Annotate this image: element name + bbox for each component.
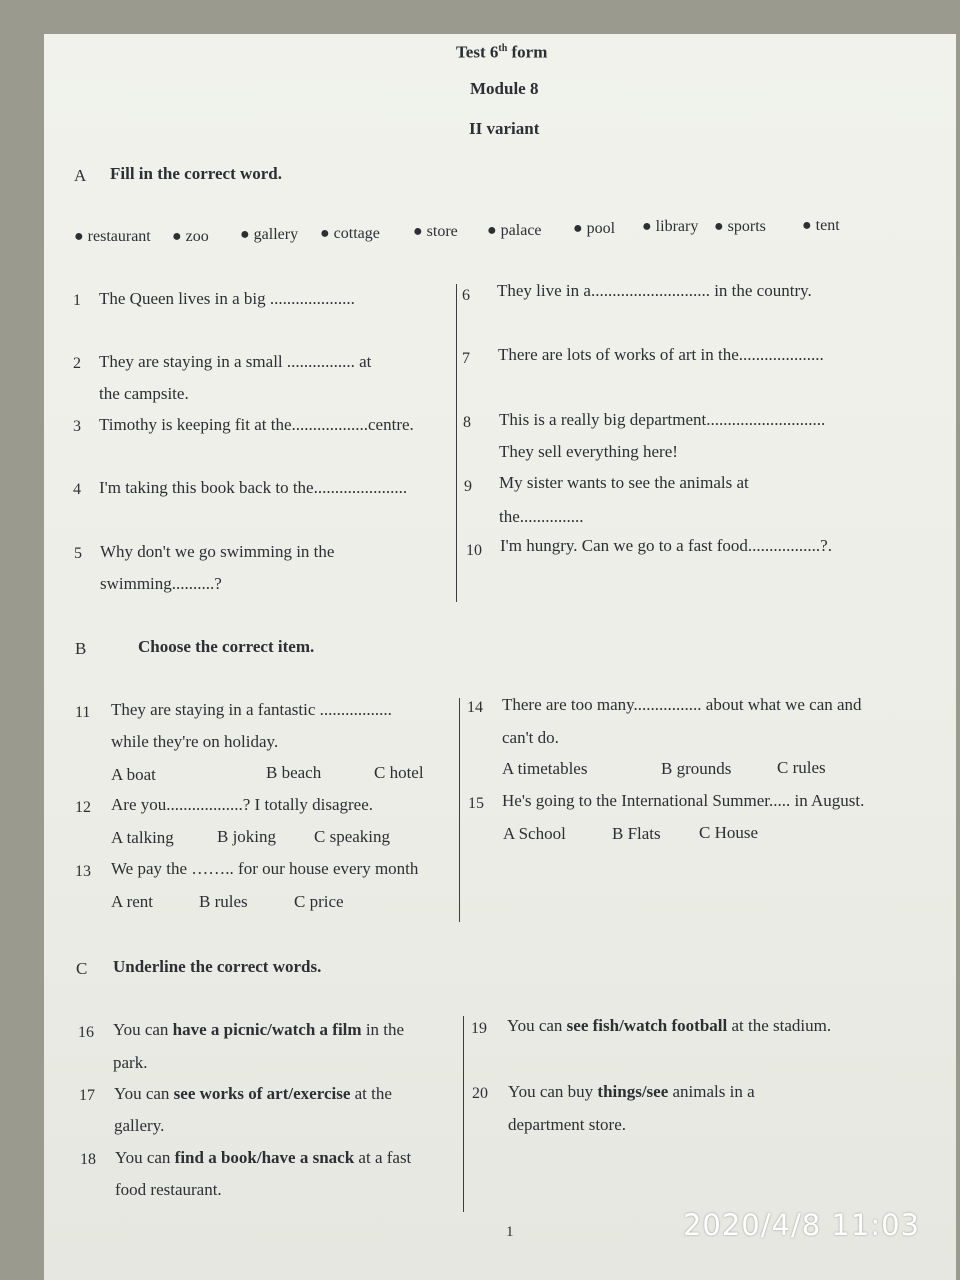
section-c-title: Underline the correct words. <box>113 957 322 976</box>
question-text: Why don't we go swimming in the <box>100 542 335 561</box>
section-b-title: Choose the correct item. <box>138 637 315 656</box>
question-text: while they're on holiday. <box>111 732 279 751</box>
question-text: the............... <box>499 507 584 526</box>
question-text: They sell everything here! <box>499 442 678 461</box>
option-b: B grounds <box>661 759 732 778</box>
option-b: B rules <box>199 892 248 911</box>
question-text: We pay the …….. for our house every month <box>111 859 419 878</box>
question-text: You can see fish/watch football at the stadium. <box>507 1016 832 1035</box>
question-text: food restaurant. <box>115 1180 222 1199</box>
section-c-letter: C <box>76 959 88 978</box>
option-b: B beach <box>266 763 322 782</box>
question-text: You can buy things/see animals in a <box>508 1082 755 1101</box>
option-a: A rent <box>111 892 154 911</box>
option-c: C rules <box>777 758 826 777</box>
section-a-divider <box>456 284 457 602</box>
question-text: I'm taking this book back to the...................... <box>99 478 408 497</box>
question-number: 18 <box>80 1151 96 1168</box>
question-number: 5 <box>74 545 82 562</box>
question-number: 20 <box>472 1085 488 1102</box>
option-a: A boat <box>111 765 156 784</box>
question-text: They live in a............................ in the country. <box>497 281 812 300</box>
question-number: 16 <box>78 1024 94 1041</box>
question-number: 3 <box>73 418 81 435</box>
section-c-divider <box>463 1016 464 1212</box>
option-a: A talking <box>111 828 174 847</box>
option-c: C speaking <box>314 827 391 846</box>
question-number: 13 <box>75 863 91 880</box>
question-number: 17 <box>79 1087 95 1104</box>
question-text: There are too many................ about what we can and <box>502 695 862 714</box>
module-title: Module 8 <box>470 79 539 98</box>
question-text: Are you..................? I totally disagree. <box>111 795 374 814</box>
question-number: 6 <box>462 287 470 304</box>
question-text: They are staying in a small ................ at <box>99 352 372 371</box>
question-number: 1 <box>73 292 81 309</box>
word-bank-item: ● cottage <box>320 225 380 242</box>
question-text: They are staying in a fantastic ................. <box>111 700 392 719</box>
question-text: the campsite. <box>99 384 189 403</box>
option-a: A School <box>503 824 566 843</box>
question-number: 19 <box>471 1020 487 1037</box>
test-title: Test 6th form <box>456 42 548 62</box>
option-b: B Flats <box>612 824 661 843</box>
word-bank-item: ● library <box>642 218 699 235</box>
option-c: C House <box>699 823 759 842</box>
question-text: swimming..........? <box>100 574 222 593</box>
question-number: 14 <box>467 699 483 716</box>
word-bank-item: ● restaurant <box>74 228 151 245</box>
photo-timestamp: 2020/4/8 11:03 <box>682 1208 920 1242</box>
section-b-divider <box>459 698 460 922</box>
question-number: 12 <box>75 799 91 816</box>
question-text: can't do. <box>502 728 559 747</box>
question-text: The Queen lives in a big .................... <box>99 289 355 308</box>
word-bank-item: ● gallery <box>240 226 299 243</box>
section-a-title: Fill in the correct word. <box>110 164 283 183</box>
section-a-letter: A <box>74 166 87 185</box>
section-b-letter: B <box>75 639 87 658</box>
question-text: You can see works of art/exercise at the <box>114 1084 392 1103</box>
word-bank-item: ● palace <box>487 222 542 239</box>
question-text: He's going to the International Summer..... in August. <box>502 791 865 810</box>
option-c: C hotel <box>374 763 424 782</box>
question-text: I'm hungry. Can we go to a fast food.................?. <box>500 536 832 555</box>
question-number: 7 <box>462 350 470 367</box>
question-number: 15 <box>468 795 484 812</box>
question-number: 4 <box>73 481 81 498</box>
question-number: 8 <box>463 414 471 431</box>
word-bank-item: ● tent <box>802 217 840 234</box>
variant-title: II variant <box>469 119 540 138</box>
word-bank-item: ● zoo <box>172 228 209 245</box>
question-number: 2 <box>73 355 81 372</box>
page-number: 1 <box>506 1224 514 1240</box>
option-c: C price <box>294 892 344 911</box>
question-text: gallery. <box>114 1116 165 1135</box>
option-b: B joking <box>217 827 277 846</box>
question-text: My sister wants to see the animals at <box>499 473 749 492</box>
option-a: A timetables <box>502 759 588 778</box>
question-text: department store. <box>508 1115 627 1134</box>
question-text: You can have a picnic/watch a film in the <box>113 1020 405 1039</box>
question-text: park. <box>113 1053 148 1072</box>
question-text: Timothy is keeping fit at the..................centre. <box>99 415 414 434</box>
question-text: You can find a book/have a snack at a fast <box>115 1148 412 1167</box>
word-bank-item: ● sports <box>714 218 766 235</box>
question-number: 11 <box>75 704 91 721</box>
word-bank-item: ● store <box>413 223 458 240</box>
question-number: 10 <box>466 542 482 559</box>
question-text: This is a really big department............................ <box>499 410 826 429</box>
question-number: 9 <box>464 478 472 495</box>
question-text: There are lots of works of art in the.................... <box>498 345 824 364</box>
word-bank-item: ● pool <box>573 220 616 237</box>
